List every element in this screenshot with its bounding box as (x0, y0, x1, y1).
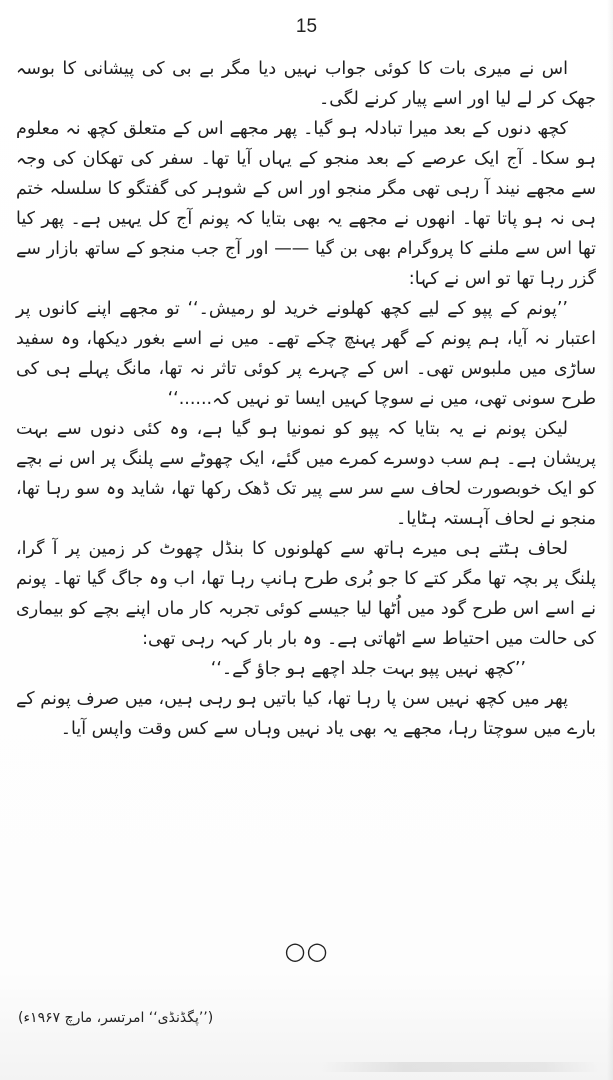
quoted-dialogue: ’’کچھ نہیں پپو بہت جلد اچھے ہو جاؤ گے۔‘‘ (210, 659, 526, 679)
end-ornament: ○○ (284, 937, 329, 965)
paragraph-7: پھر میں کچھ نہیں سن پا رہا تھا، کیا باتیں ہو رہی ہیں، میں صرف پونم کے بارے میں سوچتا رہا، مجھے یہ بھی یاد نہیں وہاں سے کس وقت واپس آیا۔ (16, 689, 596, 739)
show-through-smudge (320, 1062, 600, 1072)
paragraph-3: ’’پونم کے پپو کے لیے کچھ کھلونے خرید لو رمیش۔‘‘ تو مجھے اپنے کانوں پر اعتبار نہ آیا، ہم پونم کے گھر پہنچ چکے تھے۔ میں نے اسے بغور دیکھا، وہ سفید ساڑی میں ملبوس تھی۔ اس کے چہرے پر کوئی تاثر نہ تھا، مانگ پہلے ہی کی طرح سونی تھی، میں نے سوچا کہیں ایسا تو نہیں کہ......‘‘ (16, 299, 596, 409)
page-edge-shadow (607, 0, 613, 1080)
paragraph-1: اس نے میری بات کا کوئی جواب نہیں دیا مگر بے بی کی پیشانی کا بوسہ جھک کر لے لیا اور اسے پیار کرنے لگی۔ (16, 59, 596, 109)
paragraph-4: لیکن پونم نے یہ بتایا کہ پپو کو نمونیا ہو گیا ہے، وہ کئی دنوں سے بہت پریشان ہے۔ ہم سب دوسرے کمرے میں گئے، ایک چھوٹے سے پلنگ پر اس نے بچے کو ایک خوبصورت لحاف سے سر سے پیر تک ڈھک رکھا تھا، شاید وہ سو رہا تھا، منجو نے لحاف آہستہ ہٹایا۔ (16, 419, 596, 529)
source-citation: (’’پگڈنڈی‘‘ امرتسر، مارچ ۱۹۶۷ء) (18, 1010, 214, 1026)
paragraph-2: کچھ دنوں کے بعد میرا تبادلہ ہو گیا۔ پھر مجھے اس کے متعلق کچھ نہ معلوم ہو سکا۔ آج ایک عرصے کے بعد منجو کے یہاں آیا تھا۔ سفر کی تھکان کی وجہ سے مجھے نیند آ رہی تھی مگر منجو اور اس کے شوہر کی گفتگو کا سلسلہ ختم ہی نہ ہو پاتا تھا۔ انھوں نے مجھے یہ بھی بتایا کہ پونم آج کل یہیں ہے۔ پھر کیا تھا اس سے ملنے کا پروگرام بھی بن گیا —— اور آج جب منجو کے ساتھ بازار سے گزر رہا تھا تو اس نے کہا: (16, 119, 596, 289)
page-number: 15 (295, 16, 318, 37)
story-text (16, 54, 596, 744)
paragraph-5: لحاف ہٹتے ہی میرے ہاتھ سے کھلونوں کا بنڈل چھوٹ کر زمین پر آ گرا، پلنگ پر بچہ تھا مگر کتے کا جو بُری طرح ہانپ رہا تھا، اب وہ جاگ گیا تھا۔ پونم نے اسے اس طرح گود میں اُٹھا لیا جیسے کوئی تجربہ کار ماں اپنے بچے کو بیماری کی حالت میں احتیاط سے اٹھاتی ہے۔ وہ بار بار کہہ رہی تھی: (16, 539, 596, 649)
